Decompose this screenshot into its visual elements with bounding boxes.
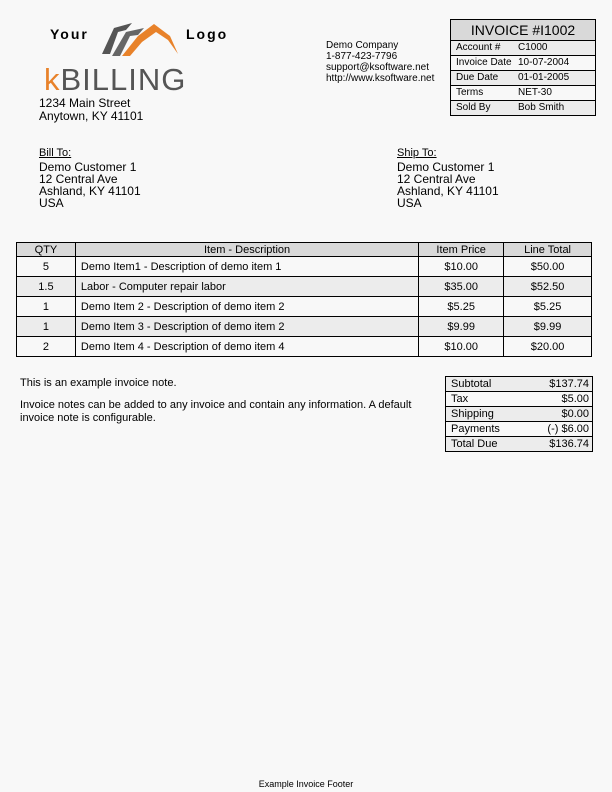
cell-total: $52.50	[504, 277, 592, 297]
invoice-info-label: Account #	[456, 42, 501, 53]
ship-to-line: Ashland, KY 41101	[397, 184, 499, 198]
table-row	[17, 317, 592, 337]
ship-to-block	[397, 147, 499, 209]
invoice-info-row	[451, 70, 595, 85]
line-items-table	[16, 242, 592, 357]
cell-price: $35.00	[419, 277, 504, 297]
table-row	[17, 277, 592, 297]
invoice-info-value: C1000	[518, 42, 548, 53]
logo-brand-k: k	[44, 62, 61, 97]
table-row	[17, 337, 592, 357]
logo-word-logo: Logo	[186, 26, 229, 42]
cell-price: $9.99	[419, 317, 504, 337]
logo-swoosh-icon	[98, 18, 188, 66]
seller-address-line1: 1234 Main Street	[39, 96, 131, 110]
ship-to-line: USA	[397, 196, 422, 210]
totals-row-tax	[446, 391, 592, 406]
table-row	[17, 297, 592, 317]
invoice-notes	[20, 377, 420, 434]
invoice-info-label: Invoice Date	[456, 57, 512, 68]
invoice-info-label: Due Date	[456, 72, 499, 83]
ship-to-line: Demo Customer 1	[397, 160, 495, 174]
invoice-info-value: NET-30	[518, 87, 552, 98]
bill-to-line: Ashland, KY 41101	[39, 184, 141, 198]
invoice-note: Invoice notes can be added to any invoice and contain any information. A default invoice note is configurable.	[20, 399, 412, 424]
column-header-total: Line Total	[504, 243, 592, 257]
invoice-info-row	[451, 55, 595, 70]
column-header-qty: QTY	[17, 243, 76, 257]
invoice-footer: Example Invoice Footer	[258, 779, 354, 789]
totals-value: $136.74	[549, 438, 589, 450]
company-name: Demo Company	[326, 40, 399, 51]
cell-qty: 5	[17, 257, 76, 277]
cell-qty: 1	[17, 317, 76, 337]
invoice-info-box	[450, 19, 596, 116]
totals-row-shipping	[446, 406, 592, 421]
invoice-info-value: Bob Smith	[518, 102, 565, 113]
totals-label: Total Due	[451, 438, 498, 450]
totals-row-payments	[446, 421, 592, 436]
cell-description: Demo Item 2 - Description of demo item 2	[75, 297, 418, 317]
invoice-info-row	[451, 41, 595, 55]
table-row	[17, 257, 592, 277]
bill-to-line: USA	[39, 196, 64, 210]
cell-total: $5.25	[504, 297, 592, 317]
totals-row-subtotal	[446, 377, 592, 391]
ship-to-line: 12 Central Ave	[397, 172, 476, 186]
invoice-info-value: 01-01-2005	[518, 72, 570, 83]
cell-description: Demo Item1 - Description of demo item 1	[75, 257, 418, 277]
totals-label: Tax	[451, 393, 469, 405]
totals-value: $0.00	[561, 408, 589, 420]
cell-description: Labor - Computer repair labor	[75, 277, 418, 297]
totals-label: Shipping	[451, 408, 494, 420]
cell-price: $10.00	[419, 257, 504, 277]
invoice-info-row	[451, 85, 595, 100]
table-header-row	[17, 243, 592, 257]
cell-total: $50.00	[504, 257, 592, 277]
cell-qty: 1	[17, 297, 76, 317]
totals-value: $137.74	[549, 378, 589, 390]
cell-price: $5.25	[419, 297, 504, 317]
logo-word-your: Your	[50, 26, 89, 42]
invoice-info-rows	[451, 41, 595, 115]
cell-qty: 1.5	[17, 277, 76, 297]
cell-description: Demo Item 3 - Description of demo item 2	[75, 317, 418, 337]
bill-to-heading: Bill To:	[39, 147, 72, 159]
totals-box	[445, 376, 593, 452]
column-header-description: Item - Description	[75, 243, 418, 257]
company-logo	[40, 18, 240, 98]
cell-total: $9.99	[504, 317, 592, 337]
totals-label: Subtotal	[451, 378, 492, 390]
company-info	[326, 40, 434, 84]
bill-to-block	[39, 147, 141, 209]
totals-value: $5.00	[561, 393, 589, 405]
invoice-info-label: Sold By	[456, 102, 491, 113]
seller-address-line2: Anytown, KY 41101	[39, 109, 144, 123]
invoice-title: INVOICE #I1002	[451, 20, 595, 41]
cell-price: $10.00	[419, 337, 504, 357]
cell-qty: 2	[17, 337, 76, 357]
invoice-info-row	[451, 100, 595, 115]
bill-to-line: Demo Customer 1	[39, 160, 137, 174]
invoice-info-value: 10-07-2004	[518, 57, 570, 68]
bill-to-line: 12 Central Ave	[39, 172, 118, 186]
logo-brand-name	[44, 64, 186, 95]
company-website[interactable]: http://www.ksoftware.net	[326, 73, 435, 84]
logo-brand-rest: BILLING	[60, 62, 187, 97]
totals-row-total-due	[446, 436, 592, 451]
totals-label: Payments	[451, 423, 500, 435]
cell-total: $20.00	[504, 337, 592, 357]
company-email[interactable]: support@ksoftware.net	[326, 62, 429, 73]
column-header-price: Item Price	[419, 243, 504, 257]
seller-address	[39, 97, 143, 123]
company-phone: 1-877-423-7796	[326, 51, 398, 62]
ship-to-heading: Ship To:	[397, 147, 437, 159]
invoice-info-label: Terms	[456, 87, 484, 98]
totals-value: (-) $6.00	[547, 423, 589, 435]
invoice-note: This is an example invoice note.	[20, 377, 177, 389]
cell-description: Demo Item 4 - Description of demo item 4	[75, 337, 418, 357]
